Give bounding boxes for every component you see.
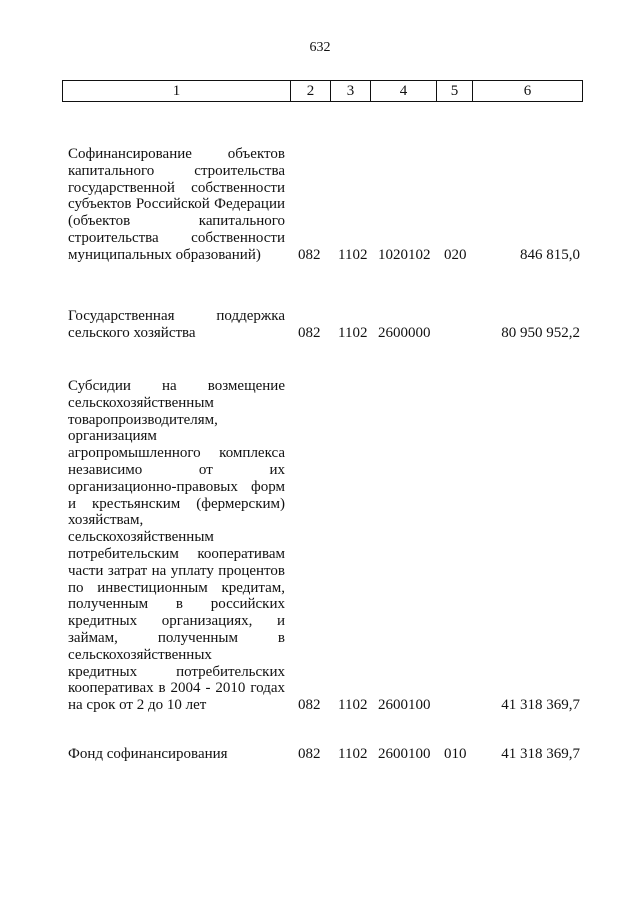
- row-description-line: организационно-правовых форм: [68, 478, 285, 495]
- column-header-3: 3: [331, 81, 371, 102]
- row-description-line: кредитных организациях, и: [68, 613, 285, 630]
- row-col-6: 846 815,0: [520, 246, 580, 263]
- row-description-line: на срок от 2 до 10 лет: [68, 697, 207, 714]
- row-col-5: 020: [444, 246, 467, 263]
- row-description-line: полученным в российских: [68, 596, 285, 613]
- column-header-6: 6: [473, 81, 583, 102]
- row-col-3: 1102: [338, 746, 368, 762]
- row-col-5: 010: [444, 746, 467, 762]
- column-header-2: 2: [291, 81, 331, 102]
- row-description-line: сельскохозяйственным: [68, 394, 214, 411]
- row-description-line: кооперативах в 2004 - 2010 годах: [68, 680, 285, 697]
- row-description-line: товаропроизводителям,: [68, 411, 218, 428]
- row-description-line: агропромышленного комплекса: [68, 445, 285, 462]
- page-number: 632: [309, 40, 331, 55]
- row-description-line: капитального строительства: [68, 162, 285, 179]
- row-description-line: независимо от их: [68, 461, 285, 478]
- row-col-3: 1102: [338, 697, 368, 714]
- row-description-line: Софинансирование объектов: [68, 146, 285, 162]
- row-col-6: 41 318 369,7: [501, 746, 580, 762]
- row-description-line: строительства собственности: [68, 229, 285, 246]
- row-description-line: Субсидии на возмещение: [68, 378, 285, 394]
- column-header-4: 4: [371, 81, 437, 102]
- row-description-line: государственной собственности: [68, 179, 285, 196]
- row-description-line: (объектов капитального: [68, 213, 285, 230]
- row-description: [68, 308, 285, 342]
- row-col-2: 082: [298, 746, 321, 762]
- row-description-line: хозяйствам,: [68, 512, 144, 529]
- row-col-6: 41 318 369,7: [501, 697, 580, 714]
- row-col-6: 80 950 952,2: [501, 324, 580, 341]
- row-col-2: 082: [298, 246, 321, 263]
- row-description-line: субъектов Российской Федерации: [68, 196, 285, 213]
- row-col-4: 2600100: [378, 746, 431, 762]
- row-col-4: 1020102: [378, 246, 431, 263]
- row-description-line: организациям: [68, 428, 157, 445]
- row-description-line: займам, полученным в: [68, 629, 285, 646]
- row-col-4: 2600100: [378, 697, 431, 714]
- row-description: [68, 146, 285, 264]
- row-description: [68, 746, 285, 763]
- row-col-4: 2600000: [378, 324, 431, 341]
- row-col-2: 082: [298, 697, 321, 714]
- row-description-line: кредитных потребительских: [68, 663, 285, 680]
- row-description-line: по инвестиционным кредитам,: [68, 579, 285, 596]
- column-header-1: 1: [63, 81, 291, 102]
- row-description-line: сельскохозяйственным: [68, 529, 214, 546]
- row-description-line: муниципальных образований): [68, 246, 261, 263]
- column-header-row: [63, 81, 583, 102]
- row-col-3: 1102: [338, 246, 368, 263]
- row-description-line: Фонд софинансирования: [68, 746, 228, 762]
- row-description-line: Государственная поддержка: [68, 308, 285, 324]
- column-header-table: [62, 80, 583, 102]
- column-header-5: 5: [437, 81, 473, 102]
- row-col-3: 1102: [338, 324, 368, 341]
- row-description-line: потребительским кооперативам: [68, 545, 285, 562]
- row-description-line: и крестьянским (фермерским): [68, 495, 285, 512]
- row-description-line: части затрат на уплату процентов: [68, 562, 285, 579]
- row-description: [68, 378, 285, 714]
- row-col-2: 082: [298, 324, 321, 341]
- row-description-line: сельского хозяйства: [68, 324, 196, 341]
- row-description-line: сельскохозяйственных: [68, 646, 212, 663]
